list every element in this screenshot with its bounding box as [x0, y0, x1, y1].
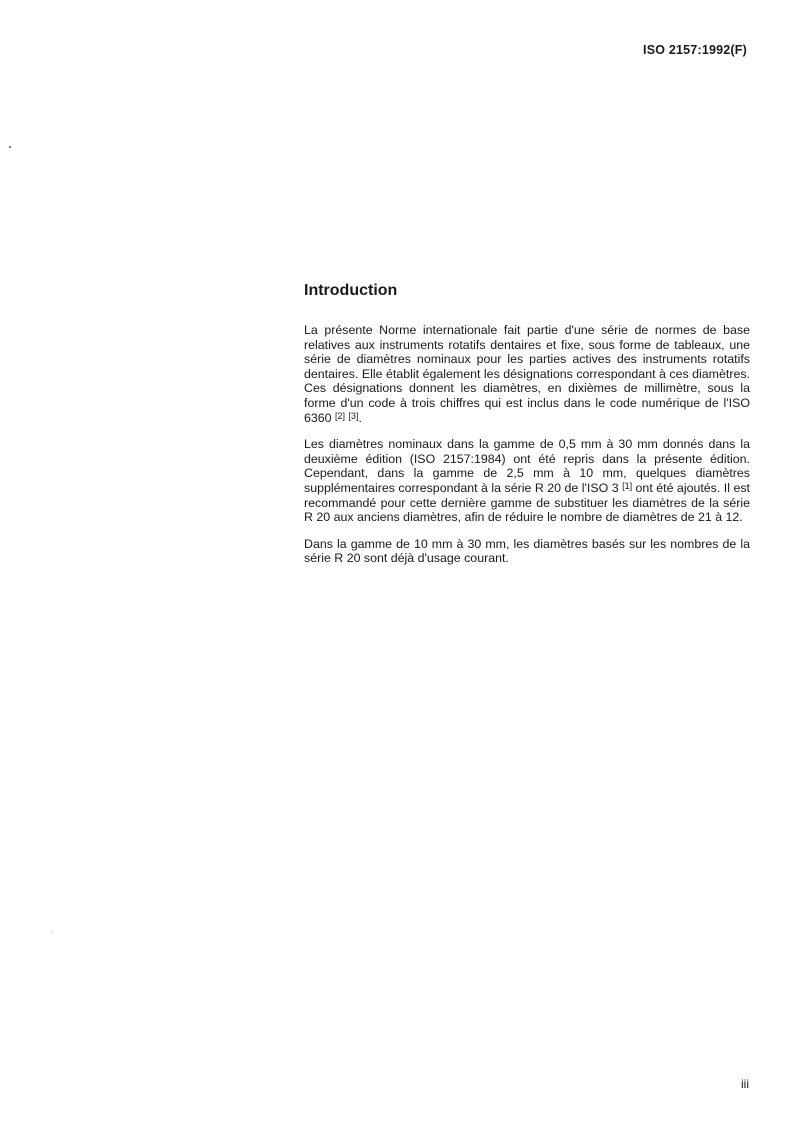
- paragraph-2: [304, 437, 750, 525]
- page-number: iii: [741, 1077, 749, 1091]
- paragraph-1: [304, 323, 750, 425]
- introduction-section: [304, 281, 750, 578]
- paragraph-1-end: .: [358, 410, 362, 425]
- scan-speck: [51, 932, 52, 933]
- paragraph-2-text: Les diamètres nominaux dans la gamme de 0,5 mm à 30 mm donnés dans la deuxième édition (ISO 2157:1984) ont été repris dans la présente édition. Cependant, dans la gamme de 2,5 mm à 10 mm, quelques diamètres supplémentaires correspondant à la série R 20 de l'ISO 3: [304, 437, 750, 495]
- document-id: ISO 2157:1992(F): [643, 43, 747, 57]
- citation-ref: [2]: [335, 410, 346, 421]
- section-title: Introduction: [304, 282, 398, 299]
- paragraph-2-end: ont été ajoutés. Il est recommandé pour cette dernière gamme de substituer les diamètres de la série R 20 aux anciens diamètres, afin de réduire le nombre de diamètres de 21 à 12.: [304, 480, 750, 525]
- citation-ref: [3]: [348, 410, 359, 421]
- paragraph-3: [304, 537, 750, 566]
- paragraph-1-text: La présente Norme internationale fait partie d'une série de normes de base relatives aux instruments rotatifs dentaires et fixe, sous forme de tableaux, une série de diamètres nominaux pour les parties actives des instruments rotatifs dentaires. Elle établit également les désignations correspondant à ces diamètres. Ces désignations donnent les diamètres, en dixièmes de millimètre, sous la forme d'un code à trois chiffres qui est inclus dans le code numérique de l'ISO 6360: [304, 323, 750, 425]
- scan-speck: [9, 146, 11, 148]
- paragraph-3-text: Dans la gamme de 10 mm à 30 mm, les diamètres basés sur les nombres de la série R 20 sont déjà d'usage courant.: [304, 536, 750, 566]
- citation-ref: [1]: [622, 480, 633, 491]
